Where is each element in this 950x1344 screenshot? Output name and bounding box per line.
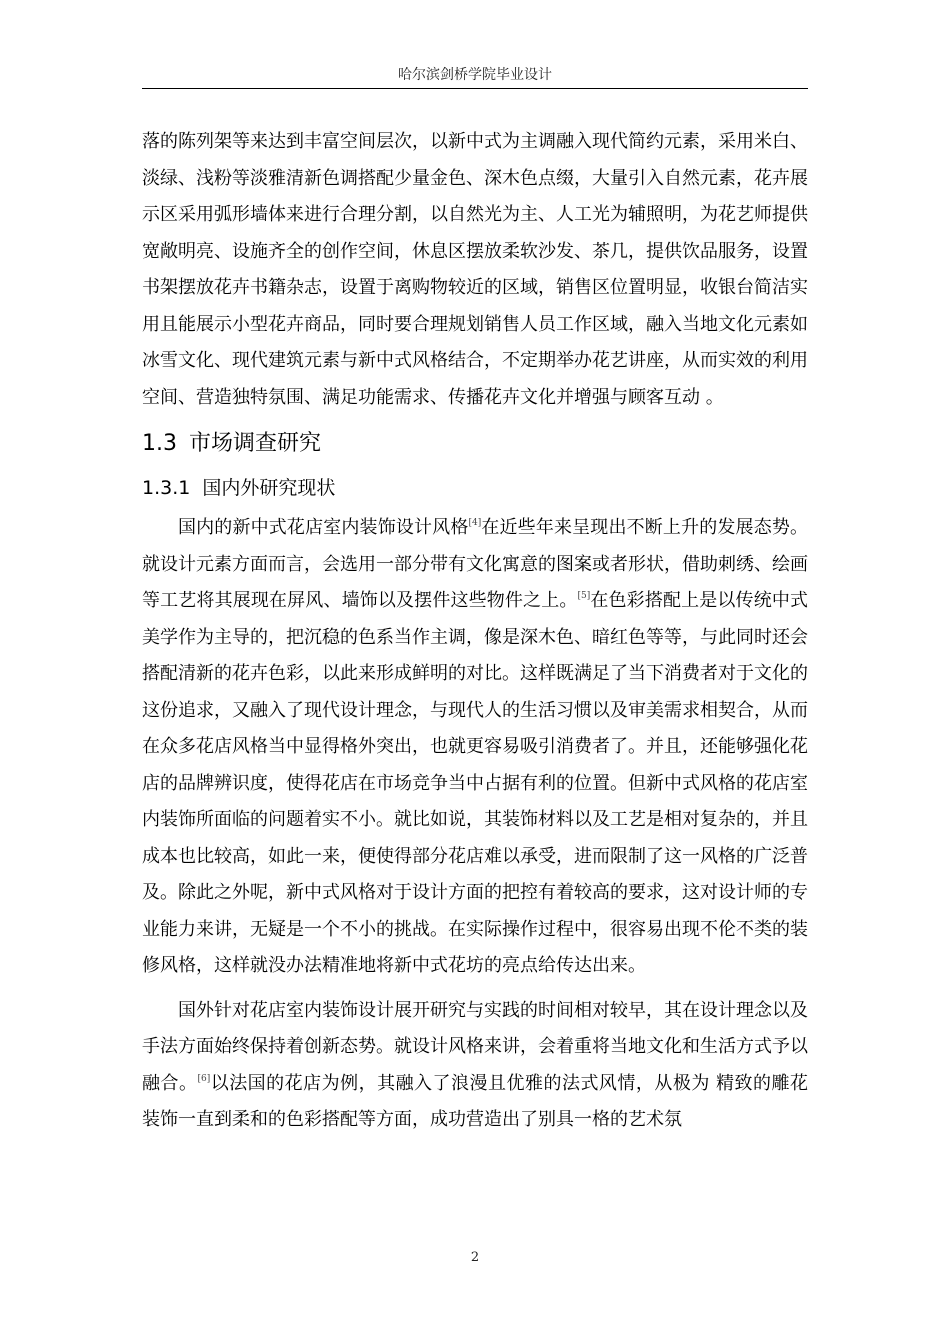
foreign-research-paragraph xyxy=(142,993,808,1139)
page-header: 哈尔滨剑桥学院毕业设计 xyxy=(398,67,552,83)
subsection-title: 国内外研究现状 xyxy=(202,477,336,499)
paragraph-text: 以法国的花店为例，其融入了浪漫且优雅的法式风情，从极为 精致的雕花装饰一直到柔和的色彩搭配等方面，成功营造出了别具一格的艺术氛 xyxy=(142,1072,809,1130)
domestic-research-paragraph xyxy=(142,510,808,985)
section-number: 1.3 xyxy=(142,431,177,456)
paragraph-text: 国外针对花店室内装饰设计展开研究与实践的时间相对较早，其在设计理念以及手法方面始终保持着创新态势。就设计风格来讲，会着重将当地文化和生活方式予以融合。 xyxy=(142,999,808,1094)
paragraph-text: 在近些年来呈现出不断上升的发展态势。就设计元素方面而言，会选用一部分带有文化寓意的图案或者形状，借助刺绣、绘画等工艺将其展现在屏风、墙饰以及摆件这些物件之上。 xyxy=(142,517,808,611)
section-heading xyxy=(142,426,808,462)
header-divider xyxy=(142,88,808,89)
citation-reference: [4] xyxy=(468,518,482,528)
paragraph-text: 国内的新中式花店室内装饰设计风格 xyxy=(178,517,469,538)
citation-reference: [6] xyxy=(197,1073,211,1084)
subsection-heading xyxy=(142,468,808,508)
section-title: 市场调查研究 xyxy=(189,431,322,456)
citation-reference: [5] xyxy=(577,591,591,601)
subsection-number: 1.3.1 xyxy=(142,477,191,499)
paragraph-text: 在色彩搭配上是以传统中式美学作为主导的，把沉稳的色系当作主调，像是深木色、暗红色等等，与此同时还会搭配清新的花卉色彩，以此来形成鲜明的对比。这样既满足了当下消费者对于文化的这份追求，又融入了现代设计理念，与现代人的生活习惯以及审美需求相契合，从而在众多花店风格当中显得格外突出，也就更容易吸引消费者了。并且，还能够强化花店的品牌辨识度，使得花店在市场竞争当中占据有利的位置。但新中式风格的花店室内装饰所面临的问题着实不小。就比如说，其装饰材料以及工艺是相对复杂的，并且成本也比较高，如此一来，便使得部分花店难以承受，进而限制了这一风格的广泛普及。除此之外呢，新中式风格对于设计方面的把控有着较高的要求，这对设计师的专业能力来讲，无疑是一个不小的挑战。在实际操作过程中，很容易出现不伦不类的装修风格，这样就没办法精准地将新中式花坊的亮点给传达出来。 xyxy=(142,590,808,976)
intro-paragraph: 落的陈列架等来达到丰富空间层次，以新中式为主调融入现代简约元素，采用米白、淡绿、浅粉等淡雅清新色调搭配少量金色、深木色点缀，大量引入自然元素，花卉展示区采用弧形墙体来进行合理分割，以自然光为主、人工光为辅照明，为花艺师提供宽敞明亮、设施齐全的创作空间，休息区摆放柔软沙发、茶几，提供饮品服务，设置书架摆放花卉书籍杂志，设置于离购物较近的区域，销售区位置明显，收银台简洁实用且能展示小型花卉商品，同时要合理规划销售人员工作区域，融入当地文化元素如冰雪文化、现代建筑元素与新中式风格结合，不定期举办花艺讲座，从而实效的利用空间、营造独特氛围、满足功能需求、传播花卉文化并增强与顾客互动 。 xyxy=(142,131,808,408)
page-number: 2 xyxy=(470,1250,480,1265)
document-body xyxy=(142,124,808,1139)
